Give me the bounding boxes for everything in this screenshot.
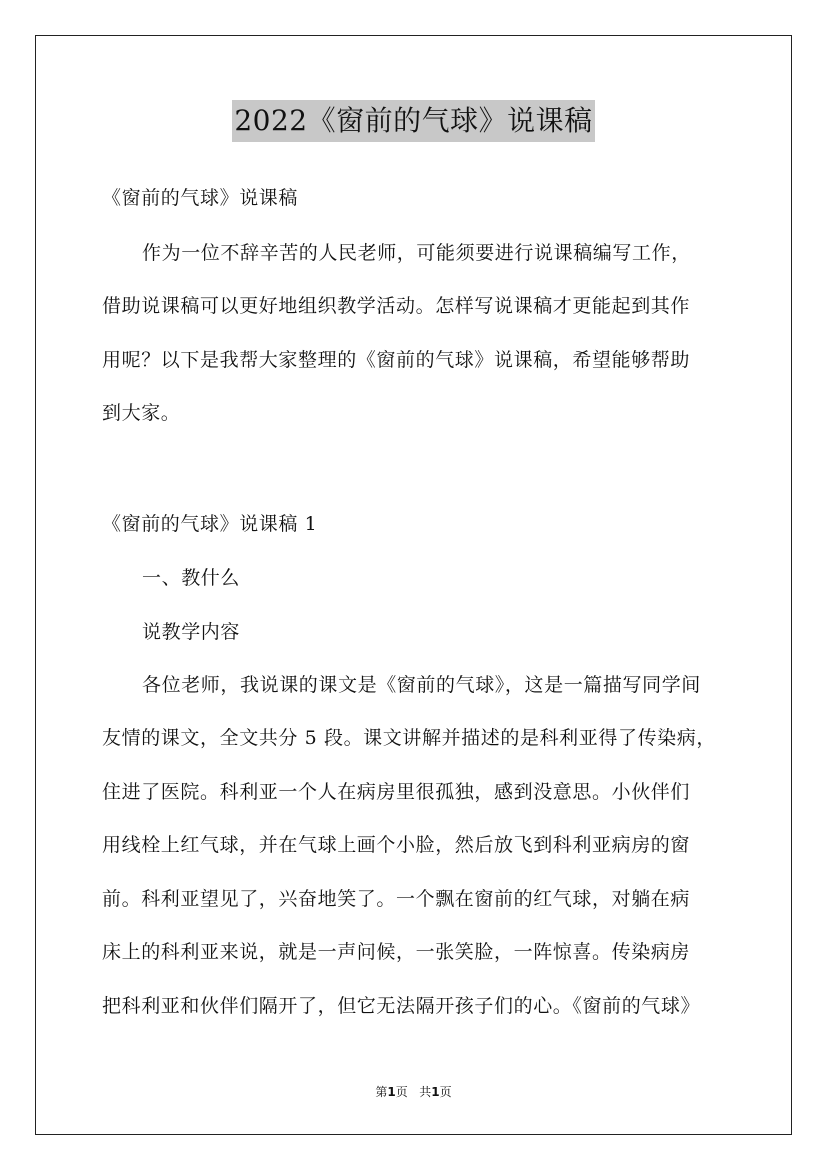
paragraph-line: 作为一位不辞辛苦的人民老师，可能须要进行说课稿编写工作，	[142, 242, 691, 264]
paragraph-line: 友情的课文，全文共分 5 段。课文讲解并描述的是科利亚得了传染病，	[102, 727, 716, 749]
paragraph-line: 前。科利亚望见了，兴奋地笑了。一个飘在窗前的红气球，对躺在病	[102, 888, 691, 910]
subtitle-line: 《窗前的气球》说课稿	[102, 187, 299, 209]
paragraph-line: 把科利亚和伙伴们隔开了，但它无法隔开孩子们的心。《窗前的气球》	[102, 995, 701, 1017]
title-container	[0, 100, 827, 142]
subsection-heading: 说教学内容	[142, 621, 241, 643]
paragraph-line: 床上的科利亚来说，就是一声问候，一张笑脸，一阵惊喜。传染病房	[102, 941, 691, 963]
paragraph-line: 用线栓上红气球，并在气球上画个小脸，然后放飞到科利亚病房的窗	[102, 834, 691, 856]
footer-page-number: 1	[387, 1085, 396, 1099]
footer-total-number: 1	[431, 1085, 440, 1099]
section-heading: 《窗前的气球》说课稿 1	[102, 513, 318, 535]
paragraph-line: 住进了医院。科利亚一个人在病房里很孤独，感到没意思。小伙伴们	[102, 781, 691, 803]
paragraph-line: 用呢？以下是我帮大家整理的《窗前的气球》说课稿，希望能够帮助	[102, 349, 691, 371]
subsection-heading: 一、教什么	[142, 567, 241, 589]
page-footer	[0, 1083, 827, 1100]
paragraph-line: 到大家。	[102, 402, 181, 424]
paragraph-line: 借助说课稿可以更好地组织教学活动。怎样写说课稿才更能起到其作	[102, 295, 691, 317]
paragraph-line: 各位老师，我说课的课文是《窗前的气球》，这是一篇描写同学间	[142, 674, 701, 696]
footer-page-suffix: 页	[395, 1085, 408, 1099]
document-title: 2022《窗前的气球》说课稿	[232, 100, 594, 142]
footer-total-prefix: 共	[419, 1085, 432, 1099]
footer-total-suffix: 页	[439, 1085, 452, 1099]
footer-page-prefix: 第	[375, 1085, 388, 1099]
